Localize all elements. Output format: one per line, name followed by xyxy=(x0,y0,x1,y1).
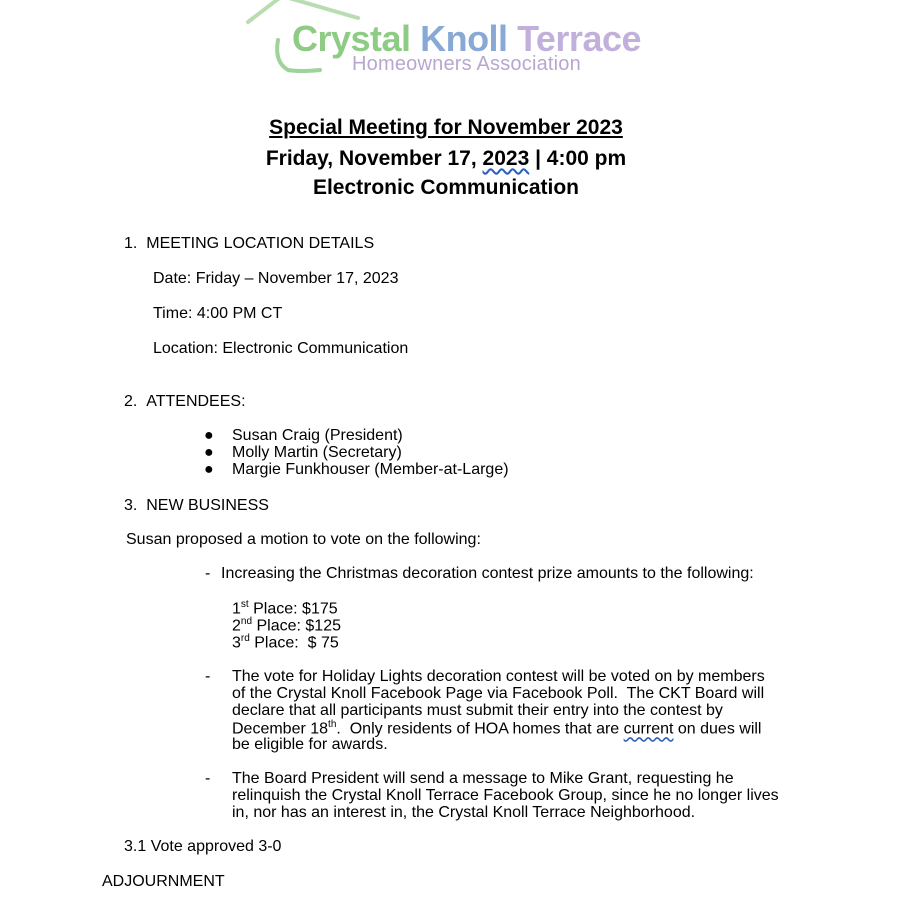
motion-item-2-line: of the Crystal Knoll Facebook Page via Facebook Poll. The CKT Board will xyxy=(232,685,765,702)
spellcheck-year: 2023 xyxy=(482,147,530,170)
meeting-datetime: Friday, November 17, 2023 | 4:00 pm xyxy=(265,147,627,170)
motion-intro: Susan proposed a motion to vote on the following: xyxy=(126,531,481,548)
dash-marker: - xyxy=(205,770,211,787)
motion-item-2-line: declare that all participants must submit their entry into the contest by xyxy=(232,702,723,719)
prize-line: 3rd Place: $ 75 xyxy=(232,633,339,652)
prize-line: 2nd Place: $125 xyxy=(232,616,341,635)
motion-item-1: Increasing the Christmas decoration contest prize amounts to the following: xyxy=(221,565,754,582)
section-2-heading: 2. ATTENDEES: xyxy=(124,393,246,410)
meeting-date: Date: Friday – November 17, 2023 xyxy=(153,270,399,287)
bullet-icon: ● xyxy=(204,444,214,461)
dash-marker: - xyxy=(205,668,211,685)
section-3-heading: 3. NEW BUSINESS xyxy=(124,497,269,514)
motion-item-3-line: relinquish the Crystal Knoll Terrace Facebook Group, since he no longer lives xyxy=(232,787,779,804)
meeting-location: Location: Electronic Communication xyxy=(153,340,409,357)
vote-result: 3.1 Vote approved 3-0 xyxy=(124,838,282,855)
motion-item-3-line: The Board President will send a message to Mike Grant, requesting he xyxy=(232,770,734,787)
motion-item-2-line: be eligible for awards. xyxy=(232,736,388,753)
dash-marker: - xyxy=(205,565,211,582)
adjournment: ADJOURNMENT xyxy=(102,873,225,890)
attendee-item: Susan Craig (President) xyxy=(232,427,403,444)
meeting-time: Time: 4:00 PM CT xyxy=(153,305,283,322)
section-1-heading: 1. MEETING LOCATION DETAILS xyxy=(124,235,375,252)
meeting-title: Special Meeting for November 2023 xyxy=(269,116,623,139)
logo-title: Crystal Knoll Terrace xyxy=(292,18,642,59)
attendee-item: Molly Martin (Secretary) xyxy=(232,444,402,461)
bullet-icon: ● xyxy=(204,427,214,444)
spellcheck-current: current xyxy=(623,720,674,738)
logo-subtitle: Homeowners Association xyxy=(352,53,581,75)
prize-line: 1st Place: $175 xyxy=(232,599,338,618)
motion-item-2-line: December 18th. Only residents of HOA homes that are current on dues will xyxy=(232,719,762,738)
meeting-mode: Electronic Communication xyxy=(312,176,580,199)
bullet-icon: ● xyxy=(204,461,214,478)
hoa-logo xyxy=(240,0,660,80)
motion-item-3-line: in, nor has an interest in, the Crystal Knoll Terrace Neighborhood. xyxy=(232,804,696,821)
motion-item-2-line: The vote for Holiday Lights decoration contest will be voted on by members xyxy=(232,668,765,685)
attendee-item: Margie Funkhouser (Member-at-Large) xyxy=(232,461,509,478)
